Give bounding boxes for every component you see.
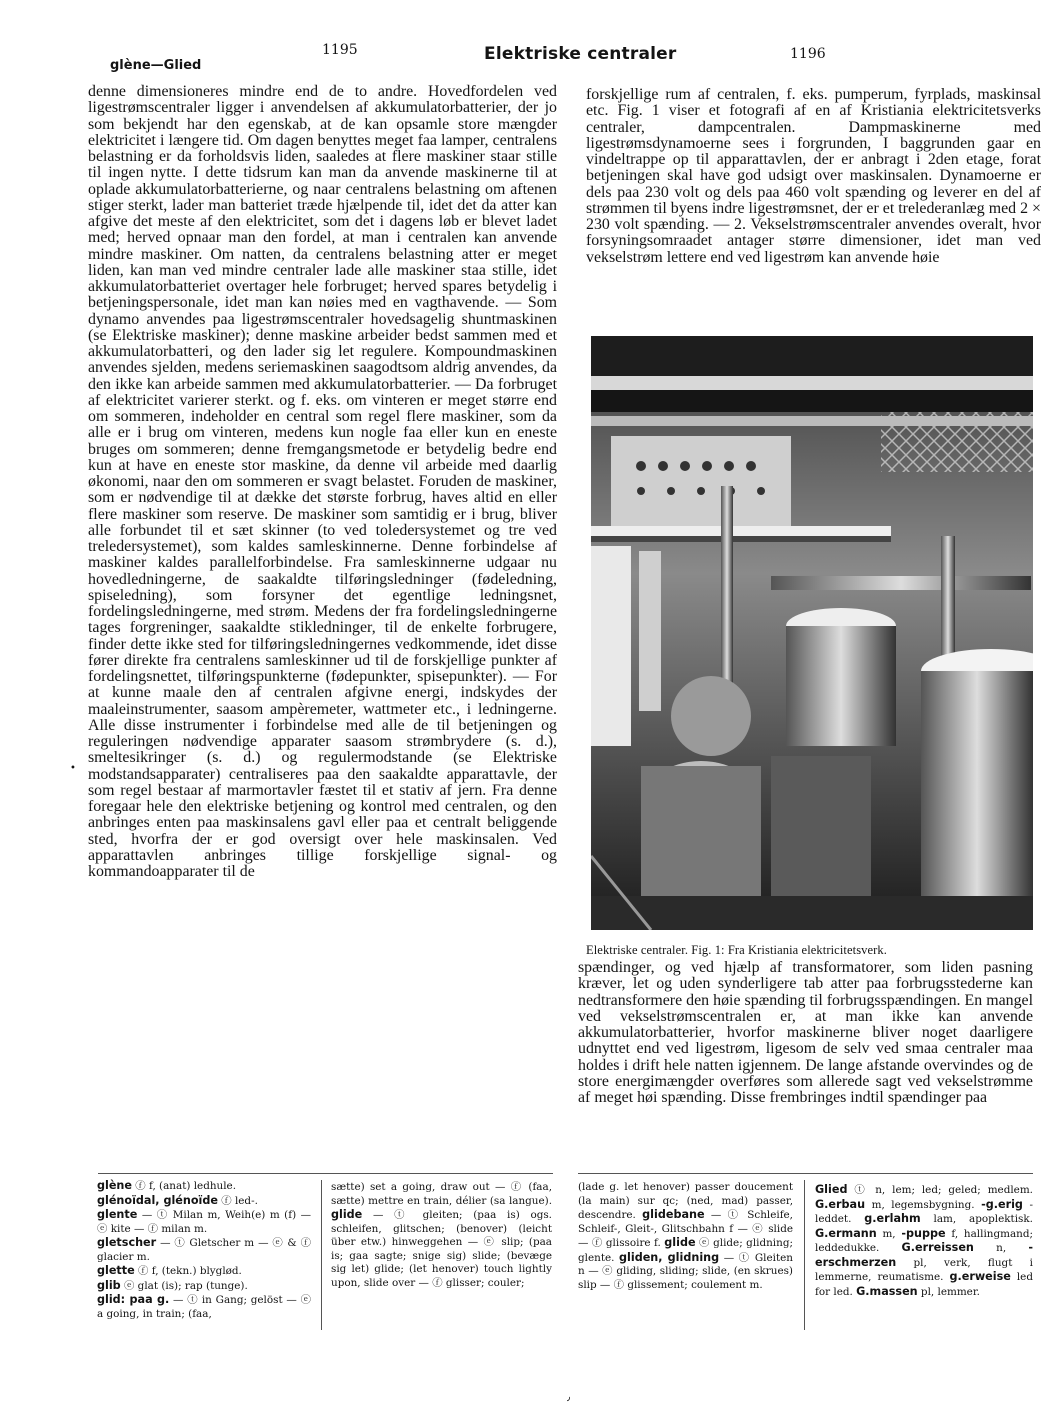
dict-text: — ⓣ Gletscher m — ⓔ & ⓕ glacier m.	[97, 1237, 311, 1263]
divider-dict-col1	[321, 1180, 322, 1330]
dict-head: gletscher	[97, 1236, 157, 1249]
dict-text: pl, lemmer.	[917, 1285, 980, 1298]
page-number-left: 1195	[322, 42, 358, 58]
dict-text: lam, apoplektisk.	[920, 1213, 1033, 1225]
article-left-column: denne dimensioneres mindre end de to andre. Hovedfordelen ved ligestrømscentraler ligger i anvendelsen af akkumulatorbatterier, der jo som bekjendt har den egenskab, at de kan opsamle store mængder elektricitet i længere tid. Om dagen benyttes meget faa lamper, centralens belastning er da forholdsvis liden, saaledes at flere maskiner staar stille til ingen nytte. I dette tidsrum kan man da anvende maskinerne til at oplade akkumulatorbatterierne, og naar centralens belastning om aftenen stiger sterkt, lader man batteriet træde hjælpende til, idet det da atter kan afgive det meste af den elektricitet, som det i dagens løb er blevet ladet med; herved opnaar man den fordel, at man i centralen kan anvende mindre maskiner. Om natten, da centralens belastning atter er meget liden, kan man ved mindre centraler lade alle maskiner staa stille, idet akkumulatorbatteriet overtager hele forbruget; herved spares betydelig i betjeningspersonale, idet man kan nøies med en vagthavende. — Som dynamo anvendes paa ligestrømscentraler hovedsagelig shuntmaskinen (se Elektriske maskiner); denne maskine arbeider bedst sammen med et akkumulatorbatteri, og den lader sig let regulere. Kompoundmaskinen anvendes sjelden, medens seriemaskinen saagodtsom aldrig anvendes, da den ikke kan arbeide sammen med akkumulatorbatterier. — Da forbruget af elektricitet varierer sterkt. og f. eks. om vinteren er meget større end om sommeren, indeholder en central som regel flere maskiner, som da alle er i brug om vinteren, medens kun nogle faa eller kun en eneste bruges om sommeren; denne fremgangsmetode er betydelig bedre end kun at have en eneste stor maskine, da denne vil arbeide med daarlig økonomi, naar den om sommeren er svagt belastet. Foruden de maskiner, som er nødvendige til at dække det største forbrug, haves altid en eller flere maskiner som reserve. De maskiner som samtidig er i brug, bliver alle forbundet til et sæt skinner (to ved toledersystemet og tre ved treledersystemet), som kaldes samleskinnerne. Denne forbindelse af maskiner kaldes parallelforbindelse. Fra samleskinnerne udgaar nu hovedledningerne, de saakaldte tilføringsledninger (fødeledning, spiseledning), som forsyner det egentlige ledningsnet, fordelingsledningerne, med strøm. Medens der fra fordelingsledningerne tages forgreninger, saakaldte stikledninger, til de enkelte forbrugere, finder dette ikke sted for tilføringsledningernes vedkommende, idet disse fører direkte fra centralens samleskinner ud til de forskjellige punkter af fordelingsnettet, tilføringspunkterne (fødepunkter, spisepunkter). — For at kunne maale den af centralen afgivne energi, indskydes der maaleinstrumenter, saasom ampèremeter, wattmeter etc., i ledningerne. Alle disse instrumenter i forbindelse med alle de til betjeningen og reguleringen nødvendige apparater saasom strømbrydere (s. d.), smeltesikringer (s. d.) og regulermodstande (se Elektriske modstandsapparater) centraliseres paa den saakaldte apparattavle, der som regel bestaar af marmortavler fæstet til et stativ af jern. Fra denne foregaar hele den elektriske betjening og kontrol med centralen, og den anbringes enten paa maskinsalens gavl eller paa et centralt beliggende sted, hvorfra der er god oversigt over hele maskinsalen. Ved apparattavlen anbringes tillige forskjellige signal- og kommandoapparater til de	[88, 84, 557, 880]
dict-text: pl, verk, flugt i lemmerne, reumatisme.	[815, 1256, 1033, 1283]
dict-head: Glied	[815, 1183, 848, 1196]
dict-text: — ⓣ Schleife, Schleif-, Gleit-, Glitschbahn f — ⓔ slide — ⓕ glissoire f.	[578, 1209, 793, 1249]
dict-head: glidebane	[642, 1208, 705, 1221]
dict-text: — ⓣ Milan m, Weih(e) m (f) — ⓔ kite — ⓕ milan m.	[97, 1209, 311, 1235]
dict-text: n,	[973, 1242, 1029, 1254]
divider-footer-right	[578, 1173, 1033, 1174]
dict-head: -erschmerzen	[815, 1241, 1033, 1269]
dict-head: gliden, glidning	[619, 1250, 720, 1264]
dict-head: -g.erig	[981, 1197, 1023, 1211]
guide-words: glène—Glied	[110, 58, 202, 73]
dictionary-column-3	[578, 1181, 793, 1331]
dict-head: glénoïdal, glénoïde	[97, 1193, 218, 1207]
dict-text: — ⓣ Gleiten n — ⓔ gliding, sliding; slide, (en skrues) slip — ⓕ glissement; coulement m.	[578, 1251, 793, 1291]
dict-head: g.erlahm	[864, 1212, 921, 1225]
dict-head: glette	[97, 1264, 135, 1277]
page-number-right: 1196	[790, 46, 826, 62]
dict-head: glib	[97, 1278, 121, 1292]
dict-head: glide	[331, 1208, 363, 1221]
dictionary-column-2	[331, 1181, 552, 1331]
figure-caption: Elektriske centraler. Fig. 1: Fra Kristiania elektricitetsverk.	[586, 943, 887, 957]
dict-text: m,	[876, 1227, 902, 1240]
dict-head: glide	[664, 1236, 696, 1249]
dict-head: glène	[97, 1179, 132, 1192]
dict-head: glente	[97, 1208, 138, 1221]
divider-dict-col3	[804, 1180, 805, 1330]
article-right-column-top: forskjellige rum af centralen, f. eks. pumperum, fyrplads, maskinsal etc. Fig. 1 viser et fotografi af en af Kristiania elektricitetsverks centraler, dampcentralen. Dampmaskinerne med ligestrømsdynamoerne sees i forgrunden, I baggrunden gaar en vindeltrappe op til apparattavlen, der er anbragt i 2den etage, forat betjeningen skal have god udsigt over maskinsalen. Dynamoerne er dels paa 230 volt og dels paa 460 volt spænding og leverer en del af strømmen til byens indre ligestrømsnet, der er et trelederanlæg med 2 × 230 volt spænding. — 2. Vekselstrømscentraler anvendes overalt, hvor forsyningsomraadet antager større dimensioner, idet man ved vekselstrøm lettere end ved ligestrøm kan anvende høie	[586, 87, 1041, 266]
dict-text: led for led.	[815, 1271, 1033, 1298]
dict-text: — ⓣ gleiten; (paa is) ogs. schleifen, glitschen; (benover) (leicht über etw.) hinweggehen — ⓔ slip; (paa is; gaa sagte; snige sig) slide; (bevæge sig let) glide; (let henover) touch lightly upon, slide over — ⓕ glisser; couler;	[331, 1209, 552, 1289]
dict-head: -puppe	[901, 1226, 946, 1240]
dict-text: ⓣ n, lem; led; geled; medlem.	[847, 1184, 1033, 1196]
dict-text: f, hallingmand; leddedukke.	[815, 1227, 1033, 1254]
dictionary-column-1	[97, 1179, 311, 1329]
margin-bullet: •	[70, 763, 76, 774]
dictionary-column-4	[815, 1183, 1033, 1333]
dict-head: G.erreissen	[901, 1241, 974, 1254]
dict-text: ⓔ glide; glidning; glente.	[578, 1237, 793, 1264]
dict-text: — ⓣ in Gang; gelöst — ⓔ a going, in train; (faa,	[97, 1294, 311, 1320]
dict-head: G.ermann	[815, 1226, 877, 1240]
dict-text: (lade g. let henover) passer doucement (la main) sur qc; (ned, mad) passer, descendre.	[578, 1181, 793, 1221]
figure-photo-power-station	[591, 336, 1033, 930]
dict-text: ⓔ glat (is); rap (tunge).	[120, 1279, 248, 1292]
page-title: Elektriske centraler	[484, 44, 677, 64]
dict-head: G.massen	[856, 1284, 918, 1298]
dict-text: m, legemsbygning.	[865, 1198, 982, 1211]
article-right-column-bottom: spændinger, og ved hjælp af transformatorer, som liden pasning kræver, let og uden synderligere tab atter paa forbrugsstederne kan nedtransformere den høie spænding til forbrugsspændingen. En mangel ved vekselstrømscentralen er, at man ikke kan anvende akkumulatorbatterier, hvorfor maskinerne bliver noget daarligere udnyttet end ved ligestrøm, ligesom de selv ved smaa centraler maa holdes i drift hele natten igjennem. De lange afstande overvindes og de store energimængder overføres som allerede sagt ved vekselstrømme af meget høi spænding. Disse frembringes indtil spændinger paa	[578, 960, 1033, 1106]
dict-head: G.erbau	[815, 1197, 866, 1211]
dict-text: sætte) set a going, draw out — ⓕ (faa, sætte) mettre en train, délier (sa langue).	[331, 1181, 552, 1207]
dict-text: ⓕ f, (anat) ledhule.	[131, 1180, 237, 1192]
dict-text: -leddet.	[815, 1198, 1033, 1225]
divider-footer-left	[98, 1173, 553, 1174]
dict-text: ⓕ led-.	[217, 1194, 258, 1207]
photo-illustration	[591, 336, 1033, 930]
dict-head: g.erweise	[949, 1270, 1011, 1283]
dict-text: ⓕ f, (tekn.) blyglød.	[134, 1265, 242, 1277]
dict-head: glid: paa g.	[97, 1293, 170, 1306]
footer-mark: ٫	[567, 1392, 571, 1403]
